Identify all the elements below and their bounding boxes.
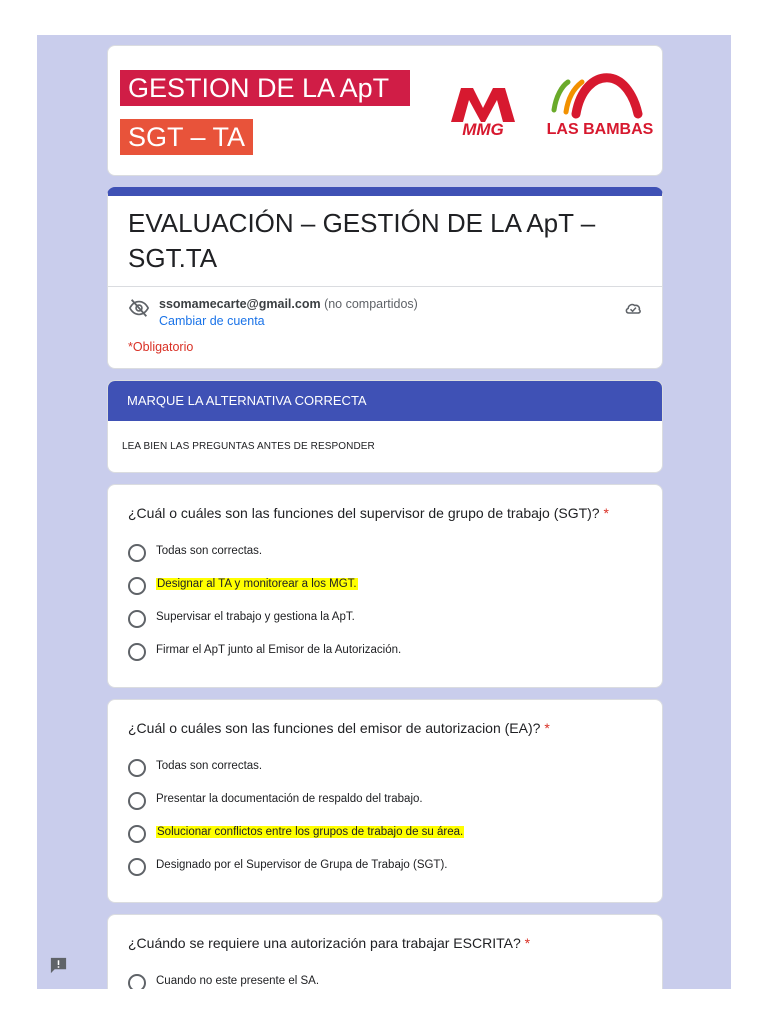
option-label-highlighted: Designar al TA y monitorear a los MGT. bbox=[157, 578, 357, 590]
not-shared-note: (no compartidos) bbox=[324, 297, 418, 311]
report-feedback-icon[interactable] bbox=[49, 956, 68, 975]
radio-button[interactable] bbox=[128, 610, 146, 628]
radio-button[interactable] bbox=[128, 792, 146, 810]
radio-button[interactable] bbox=[128, 759, 146, 777]
divider bbox=[108, 286, 662, 287]
form-background bbox=[37, 35, 731, 989]
required-note: *Obligatorio bbox=[128, 340, 194, 354]
radio-option[interactable] bbox=[128, 824, 628, 846]
radio-option[interactable] bbox=[128, 791, 628, 813]
radio-button[interactable] bbox=[128, 825, 146, 843]
option-label: Cuando no este presente el SA. bbox=[156, 975, 320, 987]
mmg-logo-text: MMG bbox=[462, 120, 504, 138]
option-label: Todas son correctas. bbox=[156, 545, 263, 557]
radio-option[interactable] bbox=[128, 576, 628, 598]
cloud-saved-icon bbox=[623, 298, 643, 318]
radio-button[interactable] bbox=[128, 577, 146, 595]
option-label: Supervisar el trabajo y gestiona la ApT. bbox=[156, 611, 355, 623]
banner-title-line1: GESTION DE LA ApT bbox=[120, 70, 410, 106]
question-label: ¿Cuál o cuáles son las funciones del supervisor de grupo de trabajo (SGT)? bbox=[128, 505, 600, 521]
section-card bbox=[107, 380, 663, 473]
radio-button[interactable] bbox=[128, 643, 146, 661]
question-text bbox=[128, 935, 530, 951]
question-text bbox=[128, 720, 550, 736]
banner-title-line2: SGT – TA bbox=[120, 119, 253, 155]
question-label: ¿Cuál o cuáles son las funciones del emisor de autorizacion (EA)? bbox=[128, 720, 541, 736]
eye-off-icon bbox=[128, 297, 150, 319]
required-asterisk: * bbox=[524, 935, 531, 951]
question-card bbox=[107, 484, 663, 688]
required-asterisk: * bbox=[544, 720, 550, 736]
radio-button[interactable] bbox=[128, 974, 146, 989]
account-email bbox=[159, 297, 418, 311]
option-label-highlighted: Solucionar conflictos entre los grupos de trabajo de su área. bbox=[157, 826, 464, 838]
radio-option[interactable] bbox=[128, 973, 628, 989]
email-address: ssomamecarte@gmail.com bbox=[159, 297, 321, 311]
las-bambas-logo bbox=[540, 70, 660, 144]
question-card bbox=[107, 699, 663, 903]
radio-button[interactable] bbox=[128, 544, 146, 562]
radio-button[interactable] bbox=[128, 858, 146, 876]
section-title: MARQUE LA ALTERNATIVA CORRECTA bbox=[108, 381, 662, 421]
option-label: Todas son correctas. bbox=[156, 760, 263, 772]
question-text bbox=[128, 505, 609, 521]
radio-option[interactable] bbox=[128, 642, 628, 664]
radio-option[interactable] bbox=[128, 543, 628, 565]
form-title: EVALUACIÓN – GESTIÓN DE LA ApT – SGT.TA bbox=[128, 208, 596, 273]
header-banner bbox=[107, 45, 663, 176]
question-card bbox=[107, 914, 663, 989]
option-label: Firmar el ApT junto al Emisor de la Autorización. bbox=[156, 644, 402, 656]
mmg-logo bbox=[447, 82, 519, 138]
required-asterisk: * bbox=[603, 505, 609, 521]
radio-option[interactable] bbox=[128, 857, 628, 879]
form-title-card bbox=[107, 187, 663, 369]
radio-option[interactable] bbox=[128, 758, 628, 780]
section-description: LEA BIEN LAS PREGUNTAS ANTES DE RESPONDER bbox=[122, 441, 375, 452]
option-label: Presentar la documentación de respaldo del trabajo. bbox=[156, 793, 423, 805]
switch-account-link[interactable]: Cambiar de cuenta bbox=[159, 314, 265, 328]
question-label: ¿Cuándo se requiere una autorización para trabajar ESCRITA? bbox=[128, 935, 521, 951]
las-bambas-logo-text: LAS BAMBAS bbox=[546, 121, 654, 138]
radio-option[interactable] bbox=[128, 609, 628, 631]
option-label: Designado por el Supervisor de Grupa de Trabajo (SGT). bbox=[156, 859, 448, 871]
